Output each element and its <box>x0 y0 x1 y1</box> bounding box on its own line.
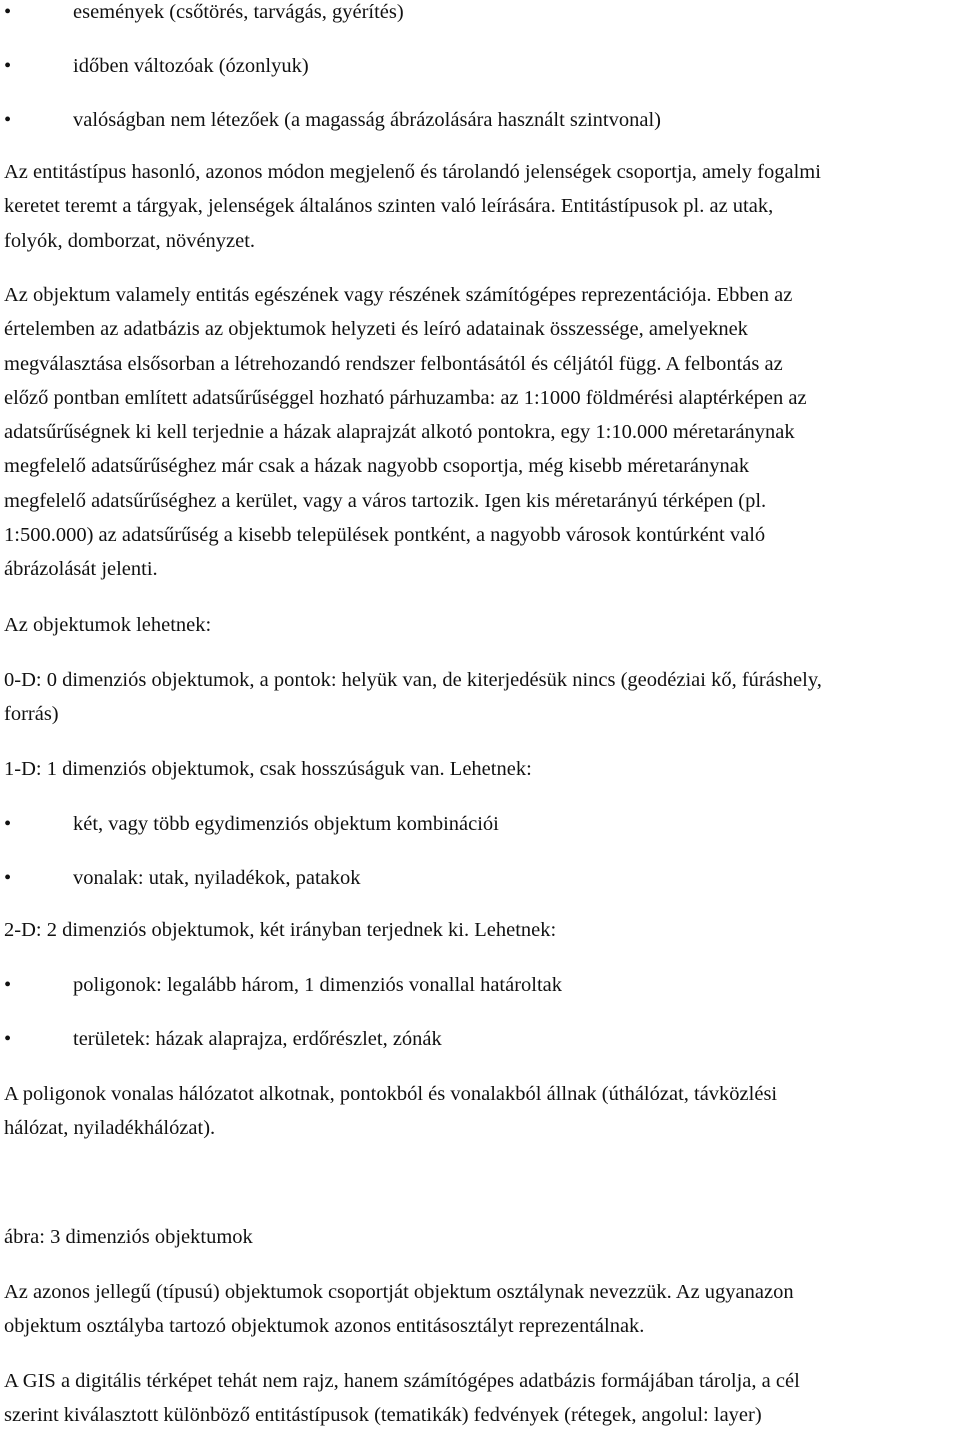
paragraph-line: A poligonok vonalas hálózatot alkotnak, pontokból és vonalakból állnak (úthálózat, távközlési <box>4 1083 778 1105</box>
list-item-text: események (csőtörés, tarvágás, gyérítés) <box>73 1 404 23</box>
list-item-text: vonalak: utak, nyiladékok, patakok <box>73 867 361 889</box>
paragraph-line: objektum osztályba tartozó objektumok azonos entitásosztályt reprezentálnak. <box>4 1315 645 1338</box>
list-item-text: valóságban nem létezőek (a magasság ábrázolására használt szintvonal) <box>73 109 661 131</box>
paragraph-line: forrás) <box>4 703 59 726</box>
bullet-icon: • <box>4 1028 12 1050</box>
paragraph-line: megfelelő adatsűrűséghez a kerület, vagy a város tartozik. Igen kis méretarányú térképen (pl. <box>4 489 767 512</box>
paragraph-objects-can-be <box>4 608 958 642</box>
bullet-icon: • <box>4 55 12 77</box>
list-item-text: területek: házak alaprajza, erdőrészlet, zónák <box>73 1028 442 1050</box>
paragraph-line: megfelelő adatsűrűséghez már csak a házak nagyobb csoportja, még kisebb méretaránynak <box>4 455 750 478</box>
paragraph-line: Az objektumok lehetnek: <box>4 614 212 636</box>
paragraph-line: előző pontban említett adatsűrűséggel hozható párhuzamba: az 1:1000 földmérési alaptérképen az <box>4 386 807 409</box>
paragraph-gis <box>4 1364 958 1433</box>
paragraph-line: 1:500.000) az adatsűrűség a kisebb települések pontként, a nagyobb városok kontúrként való <box>4 524 766 547</box>
paragraph-line: 0-D: 0 dimenziós objektumok, a pontok: helyük van, de kiterjedésük nincs (geodéziai kő, fúráshely, <box>4 669 822 691</box>
bullet-icon: • <box>4 813 12 835</box>
figure-caption <box>4 1220 958 1254</box>
list-item <box>0 809 960 839</box>
list-item <box>0 51 960 81</box>
list-item <box>0 970 960 1000</box>
paragraph-line: folyók, domborzat, növényzet. <box>4 229 256 252</box>
list-item <box>0 105 960 135</box>
paragraph-2d <box>4 913 958 947</box>
paragraph-line: megválasztása elsősorban a létrehozandó rendszer felbontásától és céljától függ. A felbontás az <box>4 352 783 375</box>
paragraph-line: A GIS a digitális térképet tehát nem rajz, hanem számítógépes adatbázis formájában tárolja, a cél <box>4 1370 800 1392</box>
paragraph-line: keretet teremt a tárgyak, jelenségek általános szinten való leírására. Entitástípusok pl. az utak, <box>4 195 774 218</box>
paragraph-line: adatsűrűségnek ki kell terjednie a házak alaprajzát alkotó pontokra, egy 1:10.000 méretaránynak <box>4 421 795 444</box>
paragraph-0d <box>4 663 958 732</box>
paragraph-line: szerint kiválasztott különböző entitástípusok (tematikák) fedvények (rétegek, angolul: layer) <box>4 1404 762 1427</box>
list-item-text: két, vagy több egydimenziós objektum kombinációi <box>73 813 499 835</box>
paragraph-object-class <box>4 1275 958 1344</box>
paragraph-line: Az entitástípus hasonló, azonos módon megjelenő és tárolandó jelenségek csoportja, amely fogalmi <box>4 161 821 183</box>
paragraph-object <box>4 278 958 587</box>
paragraph-line: értelemben az adatbázis az objektumok helyzeti és leíró adatainak összessége, amelyeknek <box>4 318 748 341</box>
paragraph-line: Az objektum valamely entitás egészének vagy részének számítógépes reprezentációja. Ebben az <box>4 284 793 306</box>
paragraph-line: hálózat, nyiladékhálózat). <box>4 1117 216 1140</box>
paragraph-1d <box>4 752 958 786</box>
paragraph-entity-type <box>4 155 958 258</box>
paragraph-line: Az azonos jellegű (típusú) objektumok csoportját objektum osztálynak nevezzük. Az ugyanazon <box>4 1281 794 1303</box>
list-item <box>0 863 960 893</box>
paragraph-line: 2-D: 2 dimenziós objektumok, két irányban terjednek ki. Lehetnek: <box>4 919 557 941</box>
bullet-icon: • <box>4 1 12 23</box>
bullet-icon: • <box>4 974 12 996</box>
list-item-text: poligonok: legalább három, 1 dimenziós vonallal határoltak <box>73 974 563 996</box>
bullet-icon: • <box>4 109 12 131</box>
list-item-text: időben változóak (ózonlyuk) <box>73 55 309 77</box>
list-item <box>0 0 960 27</box>
bullet-icon: • <box>4 867 12 889</box>
paragraph-line: 1-D: 1 dimenziós objektumok, csak hosszúságuk van. Lehetnek: <box>4 758 532 780</box>
list-item <box>0 1024 960 1054</box>
caption-line: ábra: 3 dimenziós objektumok <box>4 1226 253 1248</box>
paragraph-polygons <box>4 1077 958 1146</box>
paragraph-line: ábrázolását jelenti. <box>4 558 158 581</box>
